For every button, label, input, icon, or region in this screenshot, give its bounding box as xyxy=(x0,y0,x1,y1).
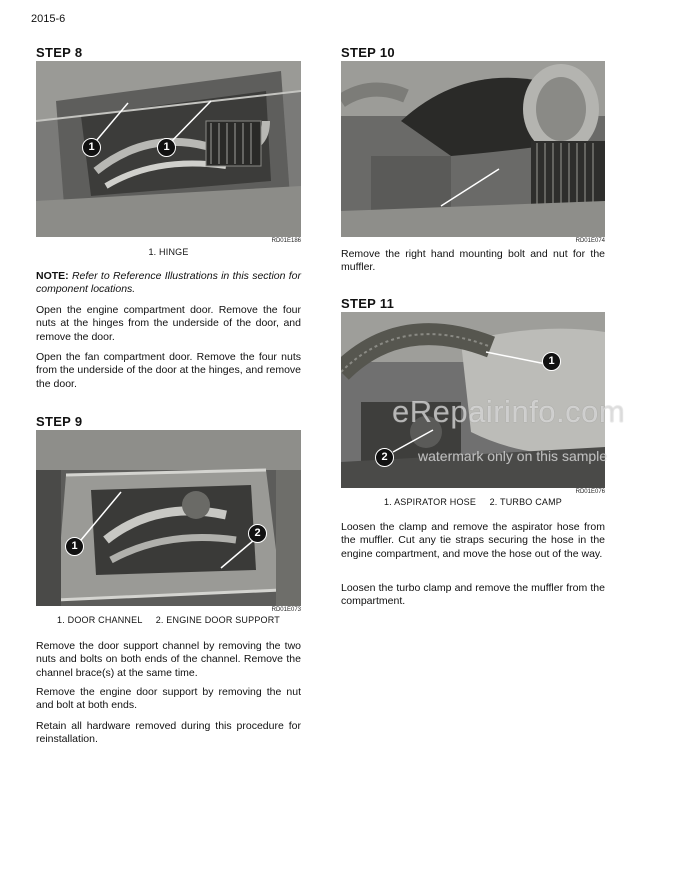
step-8-paragraph-2: Open the fan compartment door. Remove the four nuts from the underside of the door at the hinges, and remove the door. xyxy=(36,351,301,390)
step-8-ref-code: RD01E186 xyxy=(271,238,301,244)
step-11-ref-code: RD01E076 xyxy=(575,489,605,495)
step-9-ref-code: RD01E073 xyxy=(271,607,301,613)
step-11-callout-2: 2 xyxy=(375,448,394,467)
step-9-paragraph-3: Retain all hardware removed during this procedure for reinstallation. xyxy=(36,720,301,746)
step-11-callout-1: 1 xyxy=(542,352,561,371)
watermark-logo: eRepairinfo.com xyxy=(392,394,626,429)
step-10-ref-code: RD01E074 xyxy=(575,238,605,244)
note-text: Refer to Reference Illustrations in this section for component locations. xyxy=(36,270,302,296)
step-9-heading: STEP 9 xyxy=(36,414,83,429)
step-11-caption: 1. ASPIRATOR HOSE 2. TURBO CAMP xyxy=(383,497,563,507)
page-number: 2015-6 xyxy=(31,13,66,25)
step-10-heading: STEP 10 xyxy=(341,45,395,60)
step-11-heading: STEP 11 xyxy=(341,296,395,311)
step-8-heading: STEP 8 xyxy=(36,45,83,60)
step-8-callout-1b: 1 xyxy=(157,138,176,157)
step-9-callout-2: 2 xyxy=(248,524,267,543)
step-8-caption: 1. HINGE xyxy=(148,247,189,257)
step-9-photo xyxy=(36,430,301,606)
step-9-caption: 1. DOOR CHANNEL 2. ENGINE DOOR SUPPORT xyxy=(57,615,280,625)
step-9-paragraph-1: Remove the door support channel by removing the two nuts and bolts on both ends of the channel. Remove the channel brace(s) at the same time. xyxy=(36,640,301,679)
step-8-paragraph-1: Open the engine compartment door. Remove the four nuts at the hinges from the underside of the door, and remove the door. xyxy=(36,304,301,343)
step-11-paragraph-2: Loosen the turbo clamp and remove the muffler from the compartment. xyxy=(341,582,605,608)
watermark-note: watermark only on this sample xyxy=(418,448,608,464)
step-8-callout-1a: 1 xyxy=(82,138,101,157)
step-9-callout-1: 1 xyxy=(65,537,84,556)
note-label: NOTE: xyxy=(36,270,69,282)
step-10-paragraph-1: Remove the right hand mounting bolt and nut for the muffler. xyxy=(341,248,605,274)
step-8-note xyxy=(36,270,301,297)
step-10-photo xyxy=(341,61,605,237)
step-11-paragraph-1: Loosen the clamp and remove the aspirator hose from the muffler. Cut any tie straps securing the hose in the engine compartment, and move the hose out of the way. xyxy=(341,521,605,560)
step-9-paragraph-2: Remove the engine door support by removing the nut and bolt at both ends. xyxy=(36,686,301,712)
